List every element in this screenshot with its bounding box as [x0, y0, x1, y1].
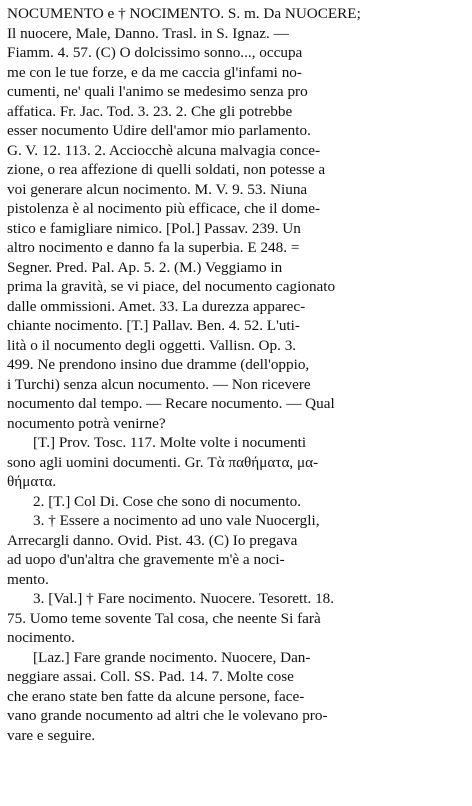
sense-fare-grande-nocimento	[7, 648, 465, 746]
sense-3-fare-nocimento	[7, 589, 465, 648]
sense-line: che erano state ben fatte da alcune persone, face-	[7, 687, 305, 705]
entry-line: altro nocimento e danno fa la superbia. E 248. =	[7, 239, 300, 256]
sense-line: 75. Uomo teme sovente Tal cosa, che neente Si farà	[7, 609, 321, 627]
sense-line: vano grande nocumento ad altri che le volevano pro-	[7, 707, 328, 724]
entry-line: i Turchi) senza alcun nocumento. — Non ricevere	[7, 375, 311, 393]
sense-line: [T.] Prov. Tosc. 117. Molte volte i nocumenti	[33, 434, 307, 451]
sense-line: [Laz.] Fare grande nocimento. Nuocere, Dan-	[33, 648, 311, 666]
entry-line: NOCUMENTO e † NOCIMENTO. S. m. Da NUOCERE;	[7, 5, 361, 22]
sense-line: 2. [T.] Col Di. Cose che sono di nocumento.	[33, 492, 301, 510]
entry-line: zione, o rea affezione di quelli soldati, non potesse a	[7, 161, 326, 178]
sense-line: Arrecargli danno. Ovid. Pist. 43. (C) Io pregava	[7, 531, 298, 549]
entry-line: pistolenza è al nocimento più efficace, che il dome-	[7, 200, 321, 217]
entry-line: esser nocumento Udire dell'amor mio parlamento.	[7, 122, 311, 139]
sense-3-essere-a-nocimento	[7, 511, 465, 589]
entry-line: affatica. Fr. Jac. Tod. 3. 23. 2. Che gli potrebbe	[7, 102, 293, 120]
entry-line: voi generare alcun nocimento. M. V. 9. 53. Niuna	[7, 180, 308, 198]
entry-line: cumenti, ne' quali l'animo se medesimo senza pro	[7, 83, 308, 100]
entry-line: Segner. Pred. Pal. Ap. 5. 2. (M.) Veggiamo in	[7, 258, 283, 276]
entry-line: nocumento potrà venirne?	[7, 414, 166, 432]
entry-line: lità o il nocumento degli oggetti. Vallisn. Op. 3.	[7, 336, 297, 354]
entry-line: dalle ommissioni. Amet. 33. La durezza apparec-	[7, 297, 306, 315]
entry-line: stico e famigliare nimico. [Pol.] Passav. 239. Un	[7, 219, 301, 237]
sense-line: mento.	[7, 570, 49, 588]
sense-line: nocimento.	[7, 629, 75, 646]
entry-line: 499. Ne prendono insino due dramme (dell'oppio,	[7, 356, 310, 373]
sense-line: neggiare assai. Coll. SS. Pad. 14. 7. Molte cose	[7, 668, 294, 685]
sense-proverb	[7, 433, 465, 492]
sense-line: vare e seguire.	[7, 726, 96, 744]
entry-line: me con le tue forze, e da me caccia gl'infami no-	[7, 63, 302, 81]
entry-line: Fiamm. 4. 57. (C) O dolcissimo sonno..., occupa	[7, 44, 303, 61]
sense-2	[7, 492, 465, 512]
entry-nocumento	[7, 4, 465, 433]
sense-line: 3. [Val.] † Fare nocimento. Nuocere. Tesorett. 18.	[33, 590, 335, 607]
sense-line: 3. † Essere a nocimento ad uno vale Nuocergli,	[33, 512, 320, 529]
sense-line: θήματα.	[7, 473, 57, 490]
entry-line: Il nuocere, Male, Danno. Trasl. in S. Ignaz. —	[7, 24, 289, 42]
entry-line: chiante nocimento. [T.] Pallav. Ben. 4. 52. L'uti-	[7, 317, 300, 334]
entry-line: G. V. 12. 113. 2. Acciocchè alcuna malvagia conce-	[7, 141, 321, 159]
sense-line: ad uopo d'un'altra che gravemente m'è a noci-	[7, 551, 285, 568]
entry-line: prima la gravità, se vi piace, del nocumento cagionato	[7, 278, 336, 295]
sense-line: sono agli uomini documenti. Gr. Τὰ παθήματα, μα-	[7, 453, 319, 471]
entry-line: nocumento dal tempo. — Recare nocumento. — Qual	[7, 395, 335, 412]
